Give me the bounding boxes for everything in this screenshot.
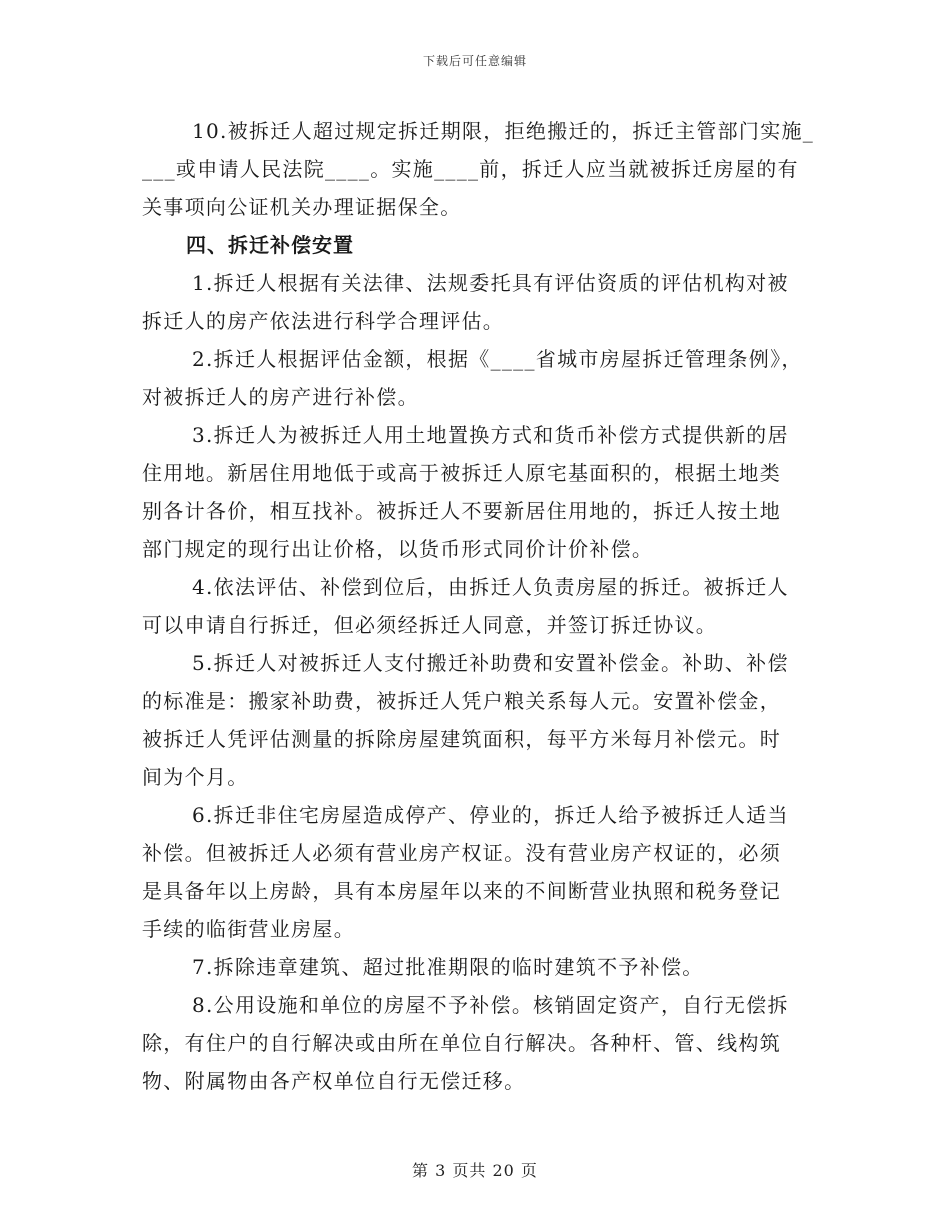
page-number: 第 3 页共 20 页 xyxy=(412,1161,538,1180)
paragraph-item-10 xyxy=(142,112,815,226)
text-line: 住用地。新居住用地低于或高于被拆迁人原宅基面积的，根据土地类 xyxy=(142,461,781,485)
paragraph-6 xyxy=(142,796,802,948)
text-line: 被拆迁人凭评估测量的拆除房屋建筑面积，每平方米每月补偿元。时 xyxy=(142,727,781,751)
text-line: 6.拆迁非住宅房屋造成停产、停业的，拆迁人给予被拆迁人适当 xyxy=(192,803,789,827)
paragraph-1 xyxy=(142,264,802,340)
text-line: 10.被拆迁人超过规定拆迁期限，拒绝搬迁的，拆迁主管部门实施_ xyxy=(192,119,815,143)
text-line: 除，有住户的自行解决或由所在单位自行解决。各种杆、管、线构筑 xyxy=(142,1031,781,1055)
text-line: 别各计各价，相互找补。被拆迁人不要新居住用地的，拆迁人按土地 xyxy=(142,499,781,523)
text-line: 间为个月。 xyxy=(142,765,249,789)
text-line: 4.依法评估、补偿到位后，由拆迁人负责房屋的拆迁。被拆迁人 xyxy=(192,575,789,599)
document-body xyxy=(142,112,815,1100)
paragraph-7 xyxy=(142,948,802,986)
text-line: 对被拆迁人的房产进行补偿。 xyxy=(142,385,419,409)
text-line: 8.公用设施和单位的房屋不予补偿。核销固定资产，自行无偿拆 xyxy=(192,993,789,1017)
paragraph-3 xyxy=(142,416,802,568)
text-line: 1.拆迁人根据有关法律、法规委托具有评估资质的评估机构对被 xyxy=(192,271,789,295)
text-line: 补偿。但被拆迁人必须有营业房产权证。没有营业房产权证的，必须 xyxy=(142,841,781,865)
text-line: 可以申请自行拆迁，但必须经拆迁人同意，并签订拆迁协议。 xyxy=(142,613,718,637)
text-line: 关事项向公证机关办理证据保全。 xyxy=(142,195,462,219)
text-line: 拆迁人的房产依法进行科学合理评估。 xyxy=(142,309,505,333)
page-header: 下载后可任意编辑 xyxy=(422,54,527,68)
text-line: 物、附属物由各产权单位自行无偿迁移。 xyxy=(142,1069,526,1093)
text-line: 3.拆迁人为被拆迁人用土地置换方式和货币补偿方式提供新的居 xyxy=(192,423,789,447)
text-line: 手续的临街营业房屋。 xyxy=(142,917,355,941)
text-line: 部门规定的现行出让价格，以货币形式同价计价补偿。 xyxy=(142,537,654,561)
paragraph-2 xyxy=(142,340,802,416)
text-line: 2.拆迁人根据评估金额，根据《____省城市房屋拆迁管理条例》， xyxy=(192,347,803,371)
paragraph-8 xyxy=(142,986,802,1100)
text-line: ___或申请人民法院____。实施____前，拆迁人应当就被拆迁房屋的有 xyxy=(142,157,799,181)
text-line: 的标准是：搬家补助费，被拆迁人凭户粮关系每人元。安置补偿金， xyxy=(142,689,781,713)
paragraph-5 xyxy=(142,644,802,796)
section-heading: 四、拆迁补偿安置 xyxy=(186,233,354,257)
text-line: 7.拆除违章建筑、超过批准期限的临时建筑不予补偿。 xyxy=(192,955,704,979)
text-line: 是具备年以上房龄，具有本房屋年以来的不间断营业执照和税务登记 xyxy=(142,879,781,903)
text-line: 5.拆迁人对被拆迁人支付搬迁补助费和安置补偿金。补助、补偿 xyxy=(192,651,789,675)
paragraph-4 xyxy=(142,568,802,644)
